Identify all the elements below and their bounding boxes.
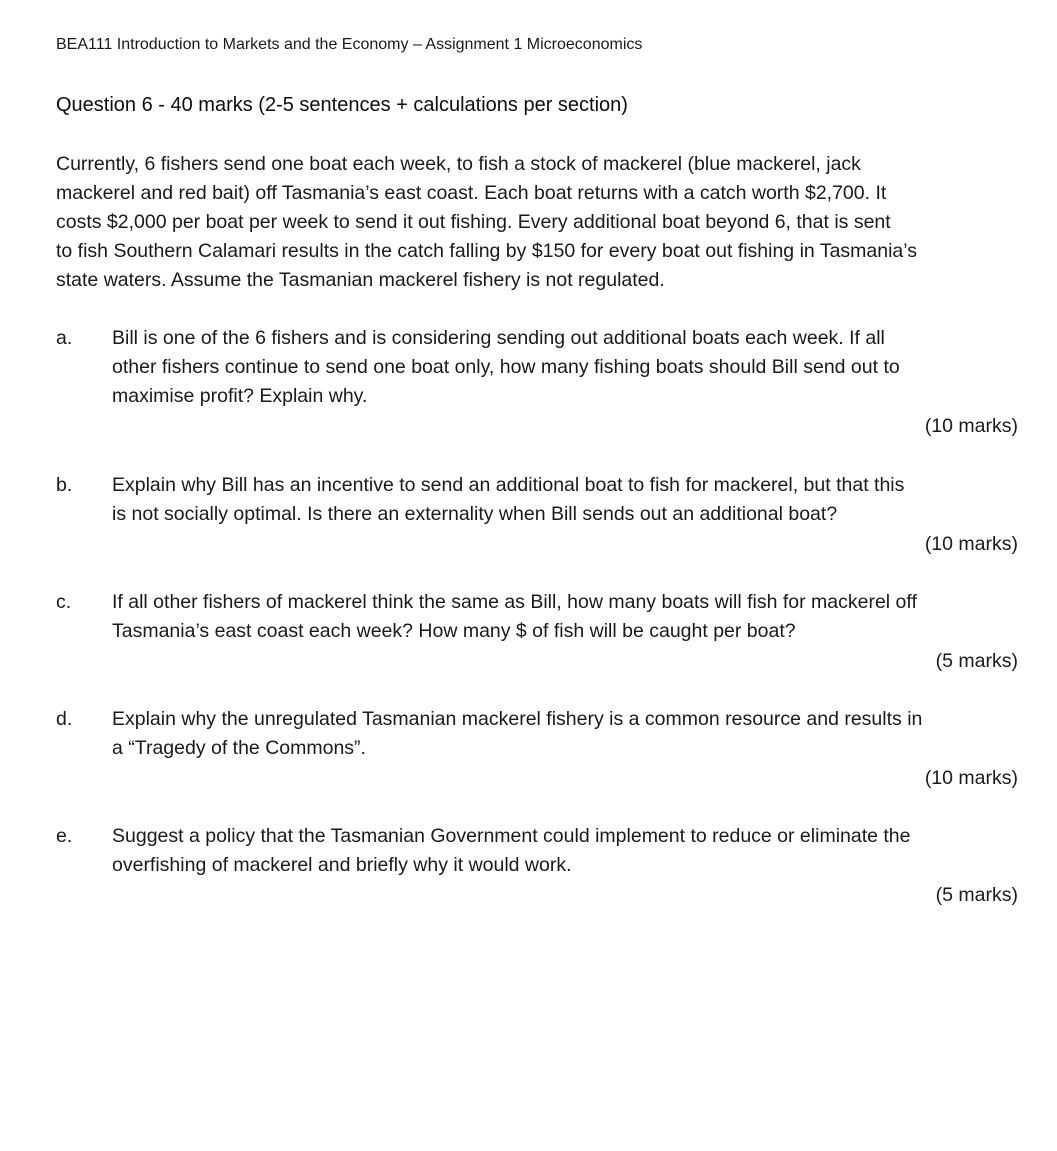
question-intro xyxy=(56,150,1031,295)
part-letter: c. xyxy=(56,591,72,613)
part-marks: (5 marks) xyxy=(935,884,1018,906)
part-line: is not socially optimal. Is there an externality when Bill sends out an additional boat? xyxy=(112,503,838,525)
part-line: maximise profit? Explain why. xyxy=(112,385,368,407)
part-line: Tasmania’s east coast each week? How many $ of fish will be caught per boat? xyxy=(112,620,796,642)
part-marks: (10 marks) xyxy=(924,415,1018,437)
part-marks: (10 marks) xyxy=(924,767,1018,789)
course-header: BEA111 Introduction to Markets and the Economy – Assignment 1 Microeconomics xyxy=(56,36,643,53)
intro-line: state waters. Assume the Tasmanian mackerel fishery is not regulated. xyxy=(56,269,665,291)
part-line: Suggest a policy that the Tasmanian Government could implement to reduce or eliminate the xyxy=(112,825,911,847)
part-letter: e. xyxy=(56,825,73,847)
part-text xyxy=(112,471,1018,529)
part-text xyxy=(112,588,1018,646)
part-line: Explain why Bill has an incentive to send an additional boat to fish for mackerel, but that this xyxy=(112,474,905,496)
intro-line: costs $2,000 per boat per week to send it out fishing. Every additional boat beyond 6, that is sent xyxy=(56,211,891,233)
part-line: overfishing of mackerel and briefly why it would work. xyxy=(112,854,572,876)
part-letter: a. xyxy=(56,327,73,349)
part-letter: d. xyxy=(56,708,73,730)
part-text xyxy=(112,822,1018,880)
part-line: Bill is one of the 6 fishers and is considering sending out additional boats each week. If all xyxy=(112,327,885,349)
part-line: other fishers continue to send one boat only, how many fishing boats should Bill send out to xyxy=(112,356,900,378)
intro-line: mackerel and red bait) off Tasmania’s east coast. Each boat returns with a catch worth $2,700. It xyxy=(56,182,887,204)
part-letter: b. xyxy=(56,474,73,496)
part-text xyxy=(112,324,1018,411)
question-title: Question 6 - 40 marks (2-5 sentences + calculations per section) xyxy=(56,94,628,116)
part-line: a “Tragedy of the Commons”. xyxy=(112,737,366,759)
part-marks: (5 marks) xyxy=(935,650,1018,672)
part-line: Explain why the unregulated Tasmanian mackerel fishery is a common resource and results in xyxy=(112,708,923,730)
intro-line: Currently, 6 fishers send one boat each week, to fish a stock of mackerel (blue mackerel, jack xyxy=(56,153,861,175)
intro-line: to fish Southern Calamari results in the catch falling by $150 for every boat out fishing in Tasmania’s xyxy=(56,240,917,262)
part-line: If all other fishers of mackerel think the same as Bill, how many boats will fish for mackerel off xyxy=(112,591,917,613)
part-marks: (10 marks) xyxy=(924,533,1018,555)
part-text xyxy=(112,705,1018,763)
